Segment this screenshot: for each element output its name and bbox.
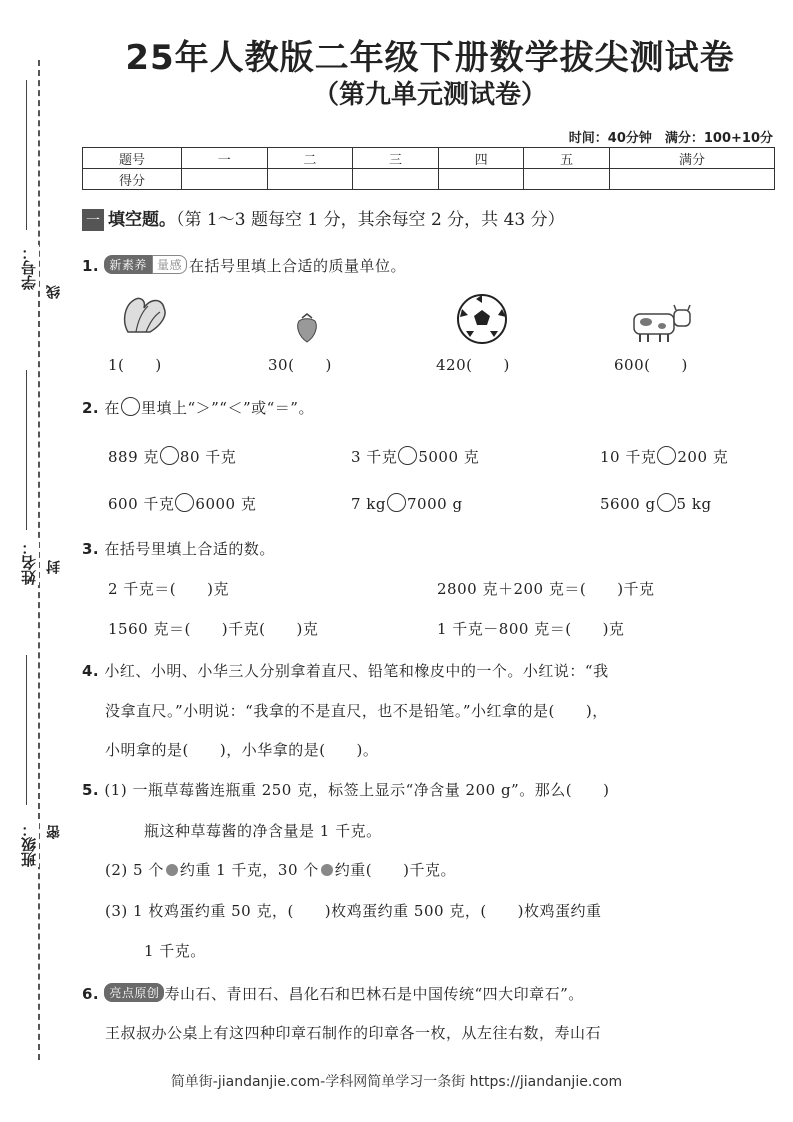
class-write-line	[26, 655, 27, 805]
question-text: 里填上“＞”“＜”或“＝”。	[140, 399, 314, 417]
question-text: 寿山石、青田石、昌化石和巴林石是中国传统“四大印章石”。	[164, 985, 584, 1003]
question-5-part-1-cont: 瓶这种草莓酱的净含量是 1 千克。	[144, 822, 382, 840]
question-number: 4.	[82, 662, 100, 680]
tag-quantity-sense: 量感	[152, 255, 187, 274]
question-text: 小红、小明、小华三人分别拿着直尺、铅笔和橡皮中的一个。小红说：“我	[104, 662, 609, 680]
question-number: 5.	[82, 781, 100, 799]
answer-circle[interactable]	[398, 446, 417, 465]
cow-icon	[630, 302, 694, 346]
seal-mark-mi: 密	[46, 825, 62, 839]
question-number: 1.	[82, 257, 100, 275]
question-4-stem	[82, 660, 609, 681]
class-label: 班级：	[20, 822, 38, 867]
question-number: 3.	[82, 540, 100, 558]
question-5-part-1	[82, 779, 609, 800]
page-subtitle: （第九单元测试卷）	[312, 80, 547, 110]
tag-new-literacy: 新素养	[104, 255, 152, 274]
question-text: (2) 5 个	[105, 861, 164, 879]
compare-right: 6000 克	[195, 495, 257, 513]
q3-item[interactable]: 1 千克－800 克＝( )克	[437, 620, 625, 638]
q3-item[interactable]: 2800 克＋200 克＝( )千克	[437, 580, 655, 598]
compare-left: 3 千克	[351, 448, 398, 466]
q2-compare-item	[108, 493, 256, 514]
football-icon	[456, 293, 508, 345]
student-id-label: 学号：	[20, 245, 38, 290]
score-cell: 一	[182, 148, 268, 169]
score-table-header-row	[83, 148, 775, 169]
score-cell: 得分	[83, 169, 182, 190]
score-input-cell[interactable]	[353, 169, 439, 190]
question-text: 在括号里填上合适的质量单位。	[188, 257, 406, 275]
q2-compare-item	[108, 446, 236, 467]
q3-item[interactable]: 2 千克＝( )克	[108, 580, 230, 598]
compare-left: 10 千克	[600, 448, 657, 466]
compare-right: 200 克	[677, 448, 729, 466]
question-2-stem	[82, 397, 314, 418]
compare-right: 7000 g	[407, 495, 463, 513]
q1-item-strawberry[interactable]: 30( )	[268, 356, 332, 374]
question-text: 在	[104, 399, 120, 417]
apple-icon	[166, 864, 178, 876]
cabbage-icon	[118, 292, 174, 340]
question-6-line: 王叔叔办公桌上有这四种印章石制作的印章各一枚，从左往右数，寿山石	[105, 1024, 602, 1042]
strawberry-icon	[294, 312, 320, 344]
answer-circle[interactable]	[175, 493, 194, 512]
compare-right: 80 千克	[179, 448, 237, 466]
question-4-line[interactable]: 小明拿的是( )，小华拿的是( )。	[105, 741, 379, 759]
answer-circle[interactable]	[160, 446, 179, 465]
question-5-part-3-cont: 1 千克。	[144, 942, 206, 960]
question-1-stem	[82, 255, 406, 276]
question-5-part-3[interactable]: (3) 1 枚鸡蛋约重 50 克，( )枚鸡蛋约重 500 克，( )枚鸡蛋约重	[105, 902, 602, 920]
score-input-cell[interactable]	[438, 169, 524, 190]
compare-left: 7 kg	[351, 495, 387, 513]
question-number: 6.	[82, 985, 100, 1003]
compare-right: 5 kg	[676, 495, 712, 513]
question-5-part-2[interactable]	[105, 859, 456, 880]
section-number: 一	[82, 209, 104, 231]
answer-circle[interactable]	[657, 446, 676, 465]
q2-compare-item	[600, 493, 712, 513]
question-6-stem	[82, 983, 584, 1004]
q1-item-cabbage[interactable]: 1( )	[108, 356, 162, 374]
seal-mark-line: 线	[46, 285, 62, 299]
score-cell: 三	[353, 148, 439, 169]
score-cell: 二	[267, 148, 353, 169]
tag-original-highlight: 亮点原创	[104, 983, 164, 1002]
score-table-score-row	[83, 169, 775, 190]
score-cell: 五	[524, 148, 610, 169]
question-text: 约重 1 千克，30 个	[179, 861, 319, 879]
question-number: 2.	[82, 399, 100, 417]
score-input-cell[interactable]	[182, 169, 268, 190]
apple-icon	[321, 864, 333, 876]
q1-item-cow[interactable]: 600( )	[614, 356, 688, 374]
name-label: 姓名：	[20, 540, 38, 585]
score-input-cell[interactable]	[267, 169, 353, 190]
compare-right: 5000 克	[418, 448, 480, 466]
q2-compare-item	[351, 446, 479, 467]
name-write-line	[26, 370, 27, 530]
score-input-cell[interactable]	[609, 169, 774, 190]
student-id-write-line	[26, 80, 27, 230]
page-title: 25年人教版二年级下册数学拔尖测试卷	[125, 38, 735, 78]
q2-compare-item	[600, 446, 728, 467]
score-cell: 满分	[609, 148, 774, 169]
compare-circle-icon	[121, 397, 140, 416]
compare-left: 600 千克	[108, 495, 175, 513]
score-cell: 题号	[83, 148, 182, 169]
q3-item[interactable]: 1560 克＝( )千克( )克	[108, 620, 319, 638]
compare-left: 5600 g	[600, 495, 656, 513]
question-text[interactable]: (1) 一瓶草莓酱连瓶重 250 克，标签上显示“净含量 200 g”。那么( )	[104, 781, 610, 799]
section-title: 填空题。	[108, 210, 176, 230]
score-input-cell[interactable]	[524, 169, 610, 190]
answer-circle[interactable]	[657, 493, 676, 512]
question-3-stem	[82, 538, 275, 559]
question-text: 在括号里填上合适的数。	[104, 540, 275, 558]
question-4-line[interactable]: 没拿直尺。”小明说：“我拿的不是直尺，也不是铅笔。”小红拿的是( )，	[105, 702, 608, 720]
q2-compare-item	[351, 493, 463, 513]
seal-mark-feng: 封	[46, 560, 62, 574]
score-table	[82, 147, 775, 190]
q1-item-football[interactable]: 420( )	[436, 356, 510, 374]
question-text: 约重( )千克。	[334, 861, 456, 879]
section-note: （第 1～3 题每空 1 分，其余每空 2 分，共 43 分）	[176, 210, 565, 230]
score-cell: 四	[438, 148, 524, 169]
answer-circle[interactable]	[387, 493, 406, 512]
time-score-info: 时间：40分钟 满分：100+10分	[568, 131, 773, 146]
compare-left: 889 克	[108, 448, 159, 466]
page-footer: 简单街-jiandanjie.com-学科网简单学习一条街 https://jiandanjie.com	[170, 1074, 623, 1090]
section-heading	[82, 205, 565, 231]
